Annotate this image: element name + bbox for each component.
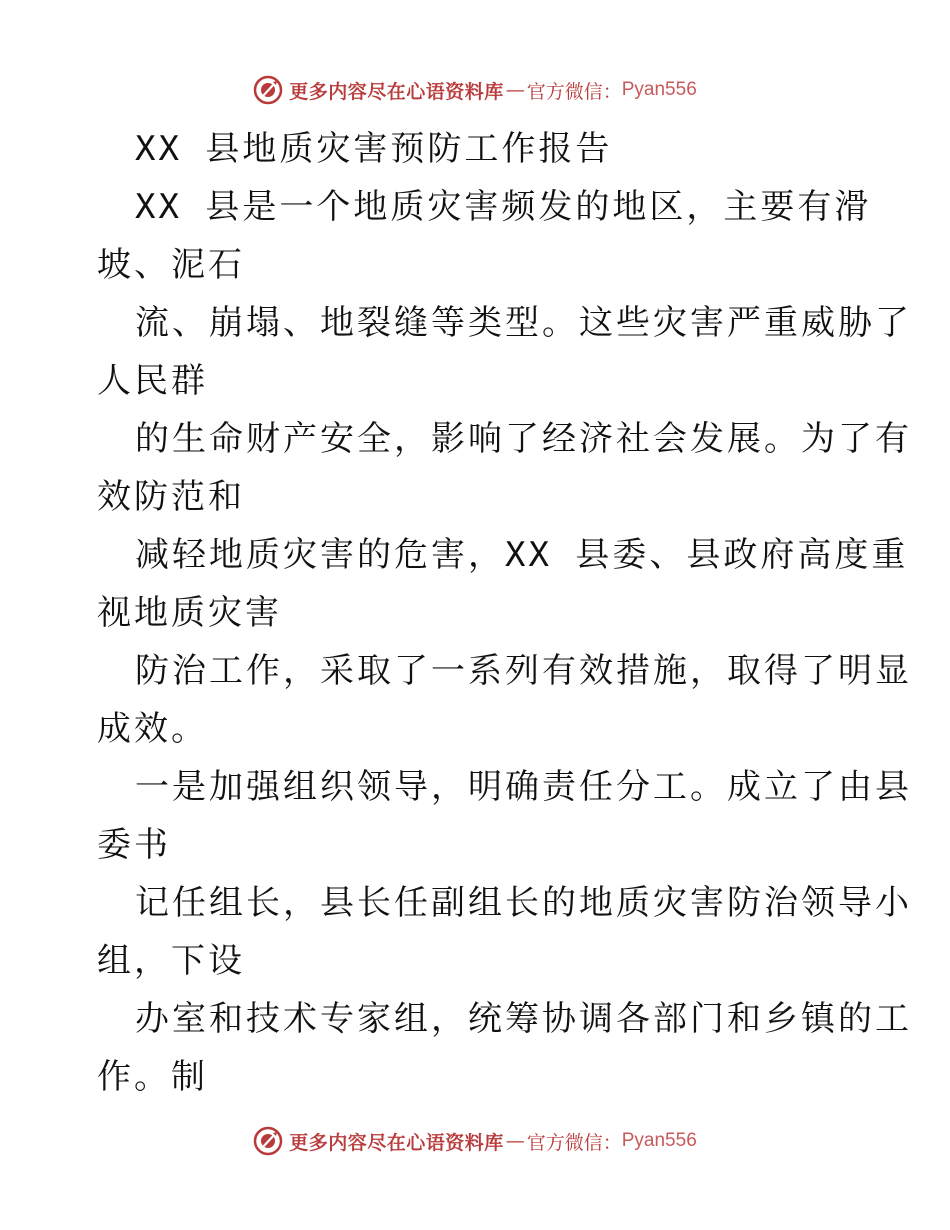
header-banner	[0, 72, 950, 108]
logo-icon	[253, 1126, 283, 1156]
text-line: 减轻地质灾害的危害，XX 县委、县政府高度重	[135, 535, 909, 575]
wechat-id: Pyan556	[621, 79, 697, 100]
text-line: 流、崩塌、地裂缝等类型。这些灾害严重威胁了	[135, 303, 912, 343]
logo-icon	[253, 75, 283, 105]
banner-separator: —	[505, 79, 525, 101]
text-line: 的生命财产安全，影响了经济社会发展。为了有	[135, 419, 912, 459]
text-line: 效防范和	[97, 477, 245, 517]
footer-banner	[0, 1123, 950, 1159]
text-line: 人民群	[97, 361, 208, 401]
text-line: 办室和技术专家组，统筹协调各部门和乡镇的工	[135, 999, 912, 1039]
text-line: XX 县是一个地质灾害频发的地区，主要有滑	[135, 187, 872, 227]
text-line: 成效。	[97, 709, 208, 749]
site-name: 更多内容尽在心语资料库	[289, 80, 504, 103]
official-label: 官方微信：	[526, 80, 622, 103]
text-line: 组，下设	[97, 941, 245, 981]
banner-separator: —	[505, 1130, 525, 1152]
text-line: 一是加强组织领导，明确责任分工。成立了由县	[135, 767, 912, 807]
text-line: 坡、泥石	[97, 245, 245, 285]
text-line: 作。制	[97, 1057, 208, 1097]
text-line: 防治工作，采取了一系列有效措施，取得了明显	[135, 651, 912, 691]
text-line: 记任组长，县长任副组长的地质灾害防治领导小	[135, 883, 912, 923]
wechat-id: Pyan556	[621, 1130, 697, 1151]
document-title: XX 县地质灾害预防工作报告	[135, 129, 613, 169]
official-label: 官方微信：	[526, 1131, 622, 1154]
site-name: 更多内容尽在心语资料库	[289, 1131, 504, 1154]
text-line: 委书	[97, 825, 171, 865]
text-line: 视地质灾害	[97, 593, 282, 633]
